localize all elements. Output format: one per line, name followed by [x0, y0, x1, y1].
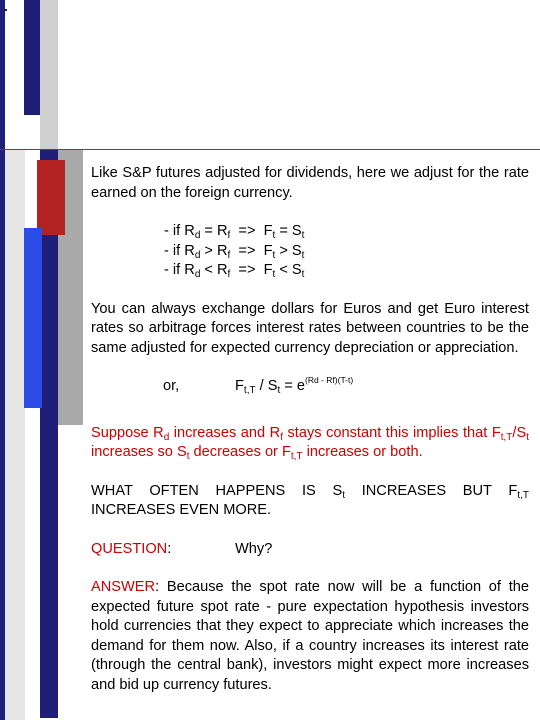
intro-paragraph: Like S&P futures adjusted for dividends, here we adjust for the rate earned on the foreign currency. — [91, 165, 529, 201]
conditions-list — [164, 222, 529, 281]
red-bar — [37, 160, 65, 235]
tick-mark — [0, 9, 7, 11]
slide-content — [91, 164, 529, 695]
answer-paragraph: ANSWER: Because the spot rate now will be a function of the expected future spot rate - pure expectation hypothesis investors hold currencies that they expect to appreciate which increases the demand for them now. Also, if a country increases its interest rate (through the central bank), investors might expect more increases and bid up currency futures. — [91, 579, 529, 693]
what-happens-paragraph — [91, 482, 529, 521]
navy-bar-bottom — [40, 150, 58, 718]
question-label: QUESTION — [91, 540, 168, 557]
navy-bar-top — [24, 0, 40, 115]
horizontal-rule — [0, 149, 540, 150]
what-happens-line1: WHAT OFTEN HAPPENS IS $S_t$ INCREASES BUT $F_{t,T}$ — [91, 482, 530, 501]
condition-greater: - if $R_d > R_f => F_t > S_t$ — [164, 242, 305, 261]
what-happens-line2: INCREASES EVEN MORE. — [91, 502, 272, 518]
blue-bar — [24, 228, 42, 408]
arbitrage-paragraph: You can always exchange dollars for Euros and get Euro interest rates so arbitrage forces interest rates between countries to be the same adjusted for expected currency depreciation or appreciation. — [91, 300, 529, 356]
parity-formula: or, $F_{t,T} / S_t = e^{(Rd - Rf)(T-t)}$ — [163, 375, 354, 396]
answer-label: ANSWER — [91, 579, 156, 595]
question-text: Why? — [235, 540, 273, 557]
question-line: QUESTION: Why? — [91, 540, 273, 557]
condition-equal: - if $R_d = R_f => F_t = S_t$ — [164, 223, 305, 241]
condition-less: - if $R_d < R_f => F_t < S_t$ — [164, 262, 305, 280]
suppose-paragraph: Suppose $R_d$ increases and $R_f$ stays constant this implies that $F_{t,T}/S_t$ increases so $S_t$ decreases or $F_{t,T}$ increases or both. — [91, 424, 529, 462]
gray-bar-left — [5, 150, 25, 720]
